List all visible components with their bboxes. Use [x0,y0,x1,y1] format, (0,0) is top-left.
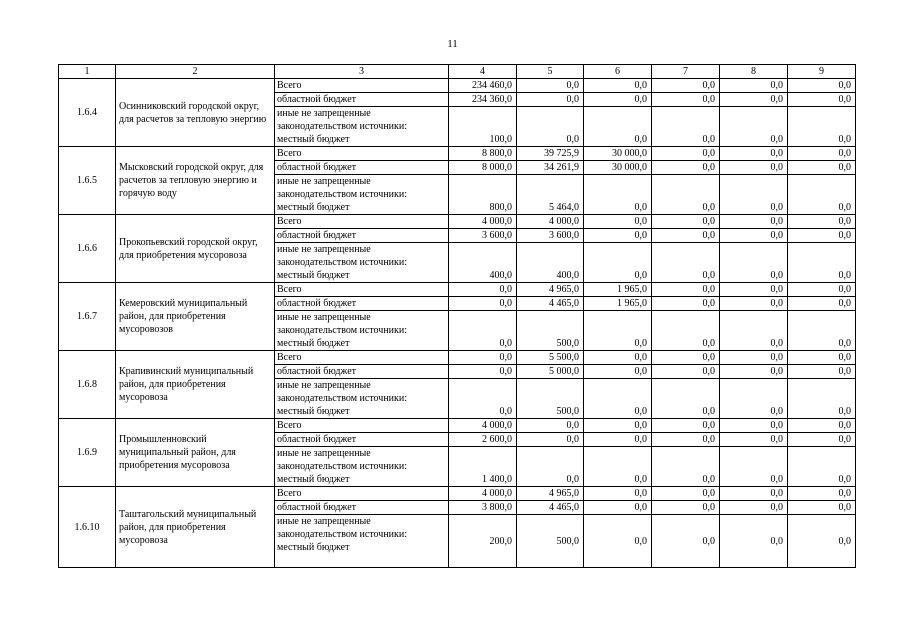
value-cell: 0,0 [652,283,720,297]
source-label-other [275,515,449,568]
source-label-line: местный бюджет [277,202,350,213]
column-header: 5 [517,65,584,79]
row-name: Кемеровский муниципальный район, для приобретения мусоровозов [116,283,275,351]
value-cell: 8 000,0 [449,161,517,175]
value-cell: 0,0 [720,379,788,419]
value-cell: 0,0 [584,215,652,229]
value-cell: 5 464,0 [517,175,584,215]
column-header: 9 [788,65,856,79]
value-cell: 0,0 [788,243,856,283]
row-code: 1.6.6 [59,215,116,283]
value-cell: 0,0 [449,365,517,379]
table-row [59,147,856,161]
value-cell: 100,0 [449,107,517,147]
value-cell: 0,0 [720,161,788,175]
source-label-oblast: областной бюджет [275,297,449,311]
value-cell: 0,0 [720,351,788,365]
value-cell: 0,0 [449,297,517,311]
value-cell: 400,0 [517,243,584,283]
source-label-vsego: Всего [275,351,449,365]
value-cell: 0,0 [449,311,517,351]
row-name: Таштагольский муниципальный район, для приобретения мусоровоза [116,487,275,568]
source-label-other [275,311,449,351]
column-header: 8 [720,65,788,79]
value-cell: 0,0 [788,311,856,351]
value-cell: 4 465,0 [517,501,584,515]
value-cell: 0,0 [720,283,788,297]
source-label-other [275,447,449,487]
value-cell: 0,0 [652,433,720,447]
value-cell: 1 965,0 [584,297,652,311]
value-cell: 34 261,9 [517,161,584,175]
row-code: 1.6.10 [59,487,116,568]
source-label-other [275,243,449,283]
source-label-line: законодательством источники: [277,529,408,540]
value-cell: 0,0 [584,419,652,433]
column-header: 7 [652,65,720,79]
source-label-vsego: Всего [275,419,449,433]
value-cell: 0,0 [584,175,652,215]
value-cell: 0,0 [720,433,788,447]
value-cell: 0,0 [720,175,788,215]
value-cell: 0,0 [720,243,788,283]
value-cell: 0,0 [449,351,517,365]
row-name: Крапивинский муниципальный район, для приобретения мусоровоза [116,351,275,419]
table-row [59,419,856,433]
row-name: Осинниковский городской округ, для расчетов за тепловую энергию [116,79,275,147]
value-cell: 0,0 [517,447,584,487]
value-cell: 0,0 [584,79,652,93]
value-cell: 0,0 [517,93,584,107]
value-cell: 4 000,0 [517,215,584,229]
source-label-line: иные не запрещенные [277,380,371,391]
source-label-line: законодательством источники: [277,257,408,268]
value-cell: 4 000,0 [449,419,517,433]
value-cell: 0,0 [652,379,720,419]
value-cell: 0,0 [517,79,584,93]
value-cell: 0,0 [652,229,720,243]
source-label-oblast: областной бюджет [275,93,449,107]
source-label-oblast: областной бюджет [275,365,449,379]
source-label-other [275,107,449,147]
source-label-oblast: областной бюджет [275,161,449,175]
value-cell: 0,0 [652,79,720,93]
value-cell: 0,0 [788,487,856,501]
value-cell: 0,0 [720,487,788,501]
source-label-line: местный бюджет [277,338,350,349]
value-cell: 0,0 [720,501,788,515]
value-cell: 0,0 [652,215,720,229]
value-cell: 0,0 [720,297,788,311]
row-code: 1.6.9 [59,419,116,487]
source-label-other [275,175,449,215]
value-cell: 0,0 [584,515,652,568]
column-header: 4 [449,65,517,79]
value-cell: 500,0 [517,379,584,419]
value-cell: 1 965,0 [584,283,652,297]
value-cell: 0,0 [788,93,856,107]
value-cell: 0,0 [720,311,788,351]
value-cell: 0,0 [720,229,788,243]
source-label-oblast: областной бюджет [275,433,449,447]
value-cell: 0,0 [652,447,720,487]
value-cell: 30 000,0 [584,161,652,175]
value-cell: 0,0 [584,379,652,419]
source-label-line: законодательством источники: [277,325,408,336]
source-label-line: иные не запрещенные [277,448,371,459]
source-label-vsego: Всего [275,79,449,93]
value-cell: 400,0 [449,243,517,283]
value-cell: 0,0 [652,243,720,283]
value-cell: 0,0 [517,419,584,433]
value-cell: 3 600,0 [449,229,517,243]
value-cell: 500,0 [517,515,584,568]
value-cell: 0,0 [788,501,856,515]
column-header: 1 [59,65,116,79]
value-cell: 0,0 [720,93,788,107]
column-header: 2 [116,65,275,79]
value-cell: 0,0 [788,175,856,215]
value-cell: 3 600,0 [517,229,584,243]
table-row [59,283,856,297]
table-row [59,215,856,229]
value-cell: 4 465,0 [517,297,584,311]
value-cell: 0,0 [449,283,517,297]
value-cell: 0,0 [720,79,788,93]
value-cell: 0,0 [788,107,856,147]
value-cell: 0,0 [584,365,652,379]
source-label-vsego: Всего [275,147,449,161]
source-label-vsego: Всего [275,215,449,229]
source-label-oblast: областной бюджет [275,229,449,243]
value-cell: 0,0 [652,175,720,215]
value-cell: 5 500,0 [517,351,584,365]
source-label-line: иные не запрещенные [277,176,371,187]
value-cell: 0,0 [449,379,517,419]
value-cell: 0,0 [652,419,720,433]
row-code: 1.6.5 [59,147,116,215]
source-label-line: местный бюджет [277,474,350,485]
row-name: Промышленновский муниципальный район, для приобретения мусоровоза [116,419,275,487]
value-cell: 1 400,0 [449,447,517,487]
value-cell: 0,0 [788,515,856,568]
value-cell: 0,0 [788,447,856,487]
row-code: 1.6.7 [59,283,116,351]
value-cell: 0,0 [584,229,652,243]
value-cell: 2 600,0 [449,433,517,447]
value-cell: 0,0 [720,515,788,568]
value-cell: 0,0 [788,433,856,447]
value-cell: 0,0 [720,419,788,433]
value-cell: 0,0 [584,433,652,447]
source-label-line: законодательством источники: [277,121,408,132]
source-label-vsego: Всего [275,283,449,297]
column-header: 6 [584,65,652,79]
value-cell: 0,0 [652,501,720,515]
value-cell: 0,0 [584,351,652,365]
value-cell: 4 965,0 [517,487,584,501]
value-cell: 0,0 [788,79,856,93]
value-cell: 4 000,0 [449,487,517,501]
value-cell: 200,0 [449,515,517,568]
source-label-line: местный бюджет [277,406,350,417]
table-row [59,79,856,93]
source-label-line: местный бюджет [277,134,350,145]
header-row [59,65,856,79]
source-label-line: законодательством источники: [277,393,408,404]
source-label-line: иные не запрещенные [277,312,371,323]
source-label-line: иные не запрещенные [277,516,371,527]
source-label-line: законодательством источники: [277,189,408,200]
budget-table [58,64,856,568]
value-cell: 0,0 [584,501,652,515]
value-cell: 800,0 [449,175,517,215]
table-body [59,65,856,568]
value-cell: 30 000,0 [584,147,652,161]
value-cell: 0,0 [788,229,856,243]
row-code: 1.6.4 [59,79,116,147]
value-cell: 0,0 [788,161,856,175]
page-number: 11 [447,38,458,50]
value-cell: 0,0 [788,215,856,229]
value-cell: 5 000,0 [517,365,584,379]
source-label-oblast: областной бюджет [275,501,449,515]
value-cell: 39 725,9 [517,147,584,161]
value-cell: 0,0 [584,107,652,147]
source-label-line: иные не запрещенные [277,108,371,119]
value-cell: 0,0 [517,433,584,447]
value-cell: 234 360,0 [449,93,517,107]
table-row [59,487,856,501]
value-cell: 0,0 [788,365,856,379]
source-label-line: местный бюджет [277,542,350,553]
value-cell: 0,0 [720,107,788,147]
column-header: 3 [275,65,449,79]
value-cell: 0,0 [788,351,856,365]
value-cell: 0,0 [720,365,788,379]
value-cell: 0,0 [652,311,720,351]
value-cell: 0,0 [652,487,720,501]
source-label-line: законодательством источники: [277,461,408,472]
value-cell: 0,0 [652,147,720,161]
value-cell: 0,0 [652,161,720,175]
table-row [59,351,856,365]
value-cell: 0,0 [652,107,720,147]
value-cell: 0,0 [788,379,856,419]
value-cell: 0,0 [584,447,652,487]
value-cell: 0,0 [584,311,652,351]
value-cell: 0,0 [720,147,788,161]
value-cell: 0,0 [788,419,856,433]
value-cell: 0,0 [584,243,652,283]
value-cell: 0,0 [584,93,652,107]
row-code: 1.6.8 [59,351,116,419]
value-cell: 0,0 [584,487,652,501]
cell-padding [275,554,448,567]
value-cell: 4 965,0 [517,283,584,297]
value-cell: 500,0 [517,311,584,351]
value-cell: 0,0 [652,515,720,568]
value-cell: 234 460,0 [449,79,517,93]
row-name: Мысковский городской округ, для расчетов за тепловую энергию и горячую воду [116,147,275,215]
value-cell: 0,0 [720,447,788,487]
source-label-line: иные не запрещенные [277,244,371,255]
value-cell: 0,0 [720,215,788,229]
value-cell: 0,0 [517,107,584,147]
value-cell: 0,0 [788,297,856,311]
row-name: Прокопьевский городской округ, для приобретения мусоровоза [116,215,275,283]
source-label-other [275,379,449,419]
source-label-vsego: Всего [275,487,449,501]
value-cell: 0,0 [788,147,856,161]
value-cell: 0,0 [788,283,856,297]
value-cell: 8 800,0 [449,147,517,161]
value-cell: 0,0 [652,365,720,379]
value-cell: 4 000,0 [449,215,517,229]
value-cell: 0,0 [652,351,720,365]
value-cell: 0,0 [652,297,720,311]
value-cell: 3 800,0 [449,501,517,515]
source-label-line: местный бюджет [277,270,350,281]
value-cell: 0,0 [652,93,720,107]
